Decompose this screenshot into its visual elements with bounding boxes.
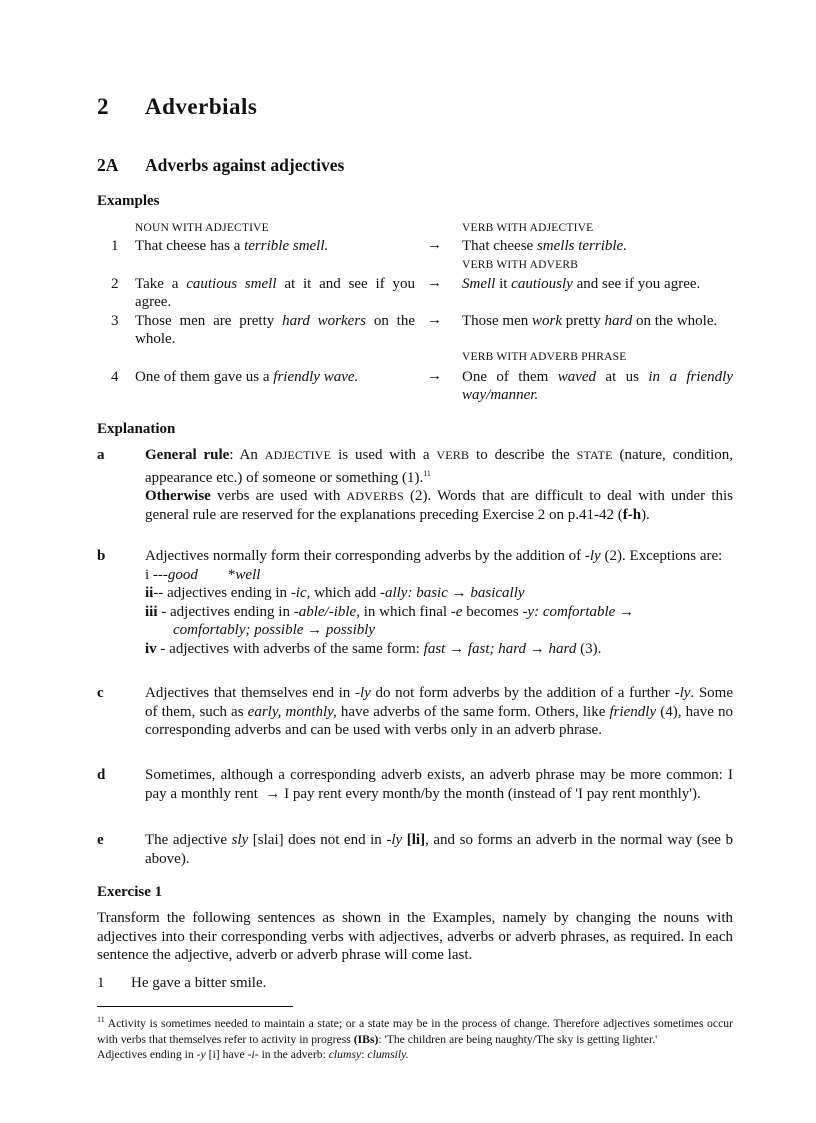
- example-1-left: That cheese has a terrible smell.: [135, 238, 329, 254]
- example-2-left: Take a cautious smell at it and see if you agree.: [135, 276, 415, 311]
- point-b-text: Adjectives normally form their corresponding adverbs by the addition of -ly (2). Exceptions are: i ---good *well ii-- adjectives ending in -ic, which add -ally: basic → basically iii - adjectives ending in -able/-ible, in which final -e becomes -y: comfortable → comfortably; possible → possibly iv - adjectives with adverbs of the same form: fast → fast; hard → hard (3).: [145, 548, 723, 657]
- right-caption-2: VERB WITH ADVERB: [462, 259, 579, 271]
- footnote-ref: 11: [423, 468, 431, 478]
- point-e-text: The adjective sly [slai] does not end in -ly [li], and so forms an adverb in the normal way (see b above).: [145, 832, 734, 867]
- point-d-letter: d: [97, 767, 106, 783]
- right-caption-4: VERB WITH ADVERB PHRASE: [462, 351, 627, 363]
- right-caption-1: VERB WITH ADJECTIVE: [462, 222, 594, 234]
- chapter-title: Adverbials: [145, 94, 258, 119]
- explanation-heading: Explanation: [97, 421, 176, 437]
- example-1-right: That cheese smells terrible.: [462, 238, 627, 254]
- chapter-number: 2: [97, 94, 109, 119]
- exercise-instructions: Transform the following sentences as shown in the Examples, namely by changing the nouns with adjectives into their corresponding verbs with adjectives, adverbs or adverb phrases, as required. In each sentence the adjective, adverb or adverb phrase will come last.: [97, 910, 733, 963]
- footnote-divider: [97, 1006, 293, 1007]
- arrow-3: →: [427, 312, 442, 328]
- arrow-4: →: [427, 368, 442, 384]
- point-a-text: General rule: An ADJECTIVE is used with a VERB to describe the STATE (nature, condition, appearance etc.) of someone or something (1).$^{11}$ Otherwise verbs are used with ADVERBS (2). Words that are difficult to deal with under this general rule are reserved for the explanations preceding Exercise 2 on p.41-42 (f-h).: [145, 447, 733, 523]
- example-4-left: One of them gave us a friendly wave.: [135, 369, 359, 385]
- examples-heading: Examples: [97, 193, 160, 209]
- section-heading: [97, 155, 344, 176]
- left-caption: NOUN WITH ADJECTIVE: [135, 222, 269, 234]
- example-2-right: Smell it cautiously and see if you agree.: [462, 276, 701, 292]
- example-number-1: 1: [111, 238, 119, 254]
- section-title: Adverbs against adjectives: [145, 155, 345, 175]
- arrow-2: →: [427, 275, 442, 291]
- exercise-heading: Exercise 1: [97, 884, 163, 900]
- point-a-letter: a: [97, 447, 105, 463]
- section-number: 2A: [97, 155, 119, 175]
- example-3-right: Those men work pretty hard on the whole.: [462, 313, 718, 329]
- example-number-2: 2: [111, 276, 119, 292]
- arrow-1: →: [427, 237, 442, 253]
- example-number-4: 4: [111, 369, 119, 385]
- point-c-text: Adjectives that themselves end in -ly do not form adverbs by the addition of a further -ly. Some of them, such as early, monthly, have adverbs of the same form. Others, like friendly (4), have no corresponding adverbs and can be used with verbs only in an adverb phrase.: [145, 685, 734, 738]
- point-e-letter: e: [97, 832, 104, 848]
- point-b-letter: b: [97, 548, 106, 564]
- point-c-letter: c: [97, 685, 104, 701]
- footnote-text: $^{11}$ Activity is sometimes needed to maintain a state; or a state may be in the process of change. Therefore adjectives sometimes occur with verbs that themselves refer to activity in progress (IBs): 'The children are being naughty/The sky is getting lighter.' Adjectives ending in -y [i] have -i- in the adverb: clumsy: clumsily.: [97, 1015, 733, 1062]
- footnote-number: 11: [97, 1015, 105, 1024]
- example-4-right: One of them waved at us in a friendly way/manner.: [462, 369, 733, 404]
- chapter-heading: [97, 94, 257, 120]
- example-3-left: Those men are pretty hard workers on the whole.: [135, 313, 415, 348]
- example-number-3: 3: [111, 313, 119, 329]
- point-d-text: Sometimes, although a corresponding adverb exists, an adverb phrase may be more common: I pay a monthly rent → I pay rent every month/by the month (instead of 'I pay rent monthly').: [145, 767, 733, 802]
- exercise-item-text: He gave a bitter smile.: [131, 975, 267, 991]
- exercise-item-number: 1: [97, 975, 105, 991]
